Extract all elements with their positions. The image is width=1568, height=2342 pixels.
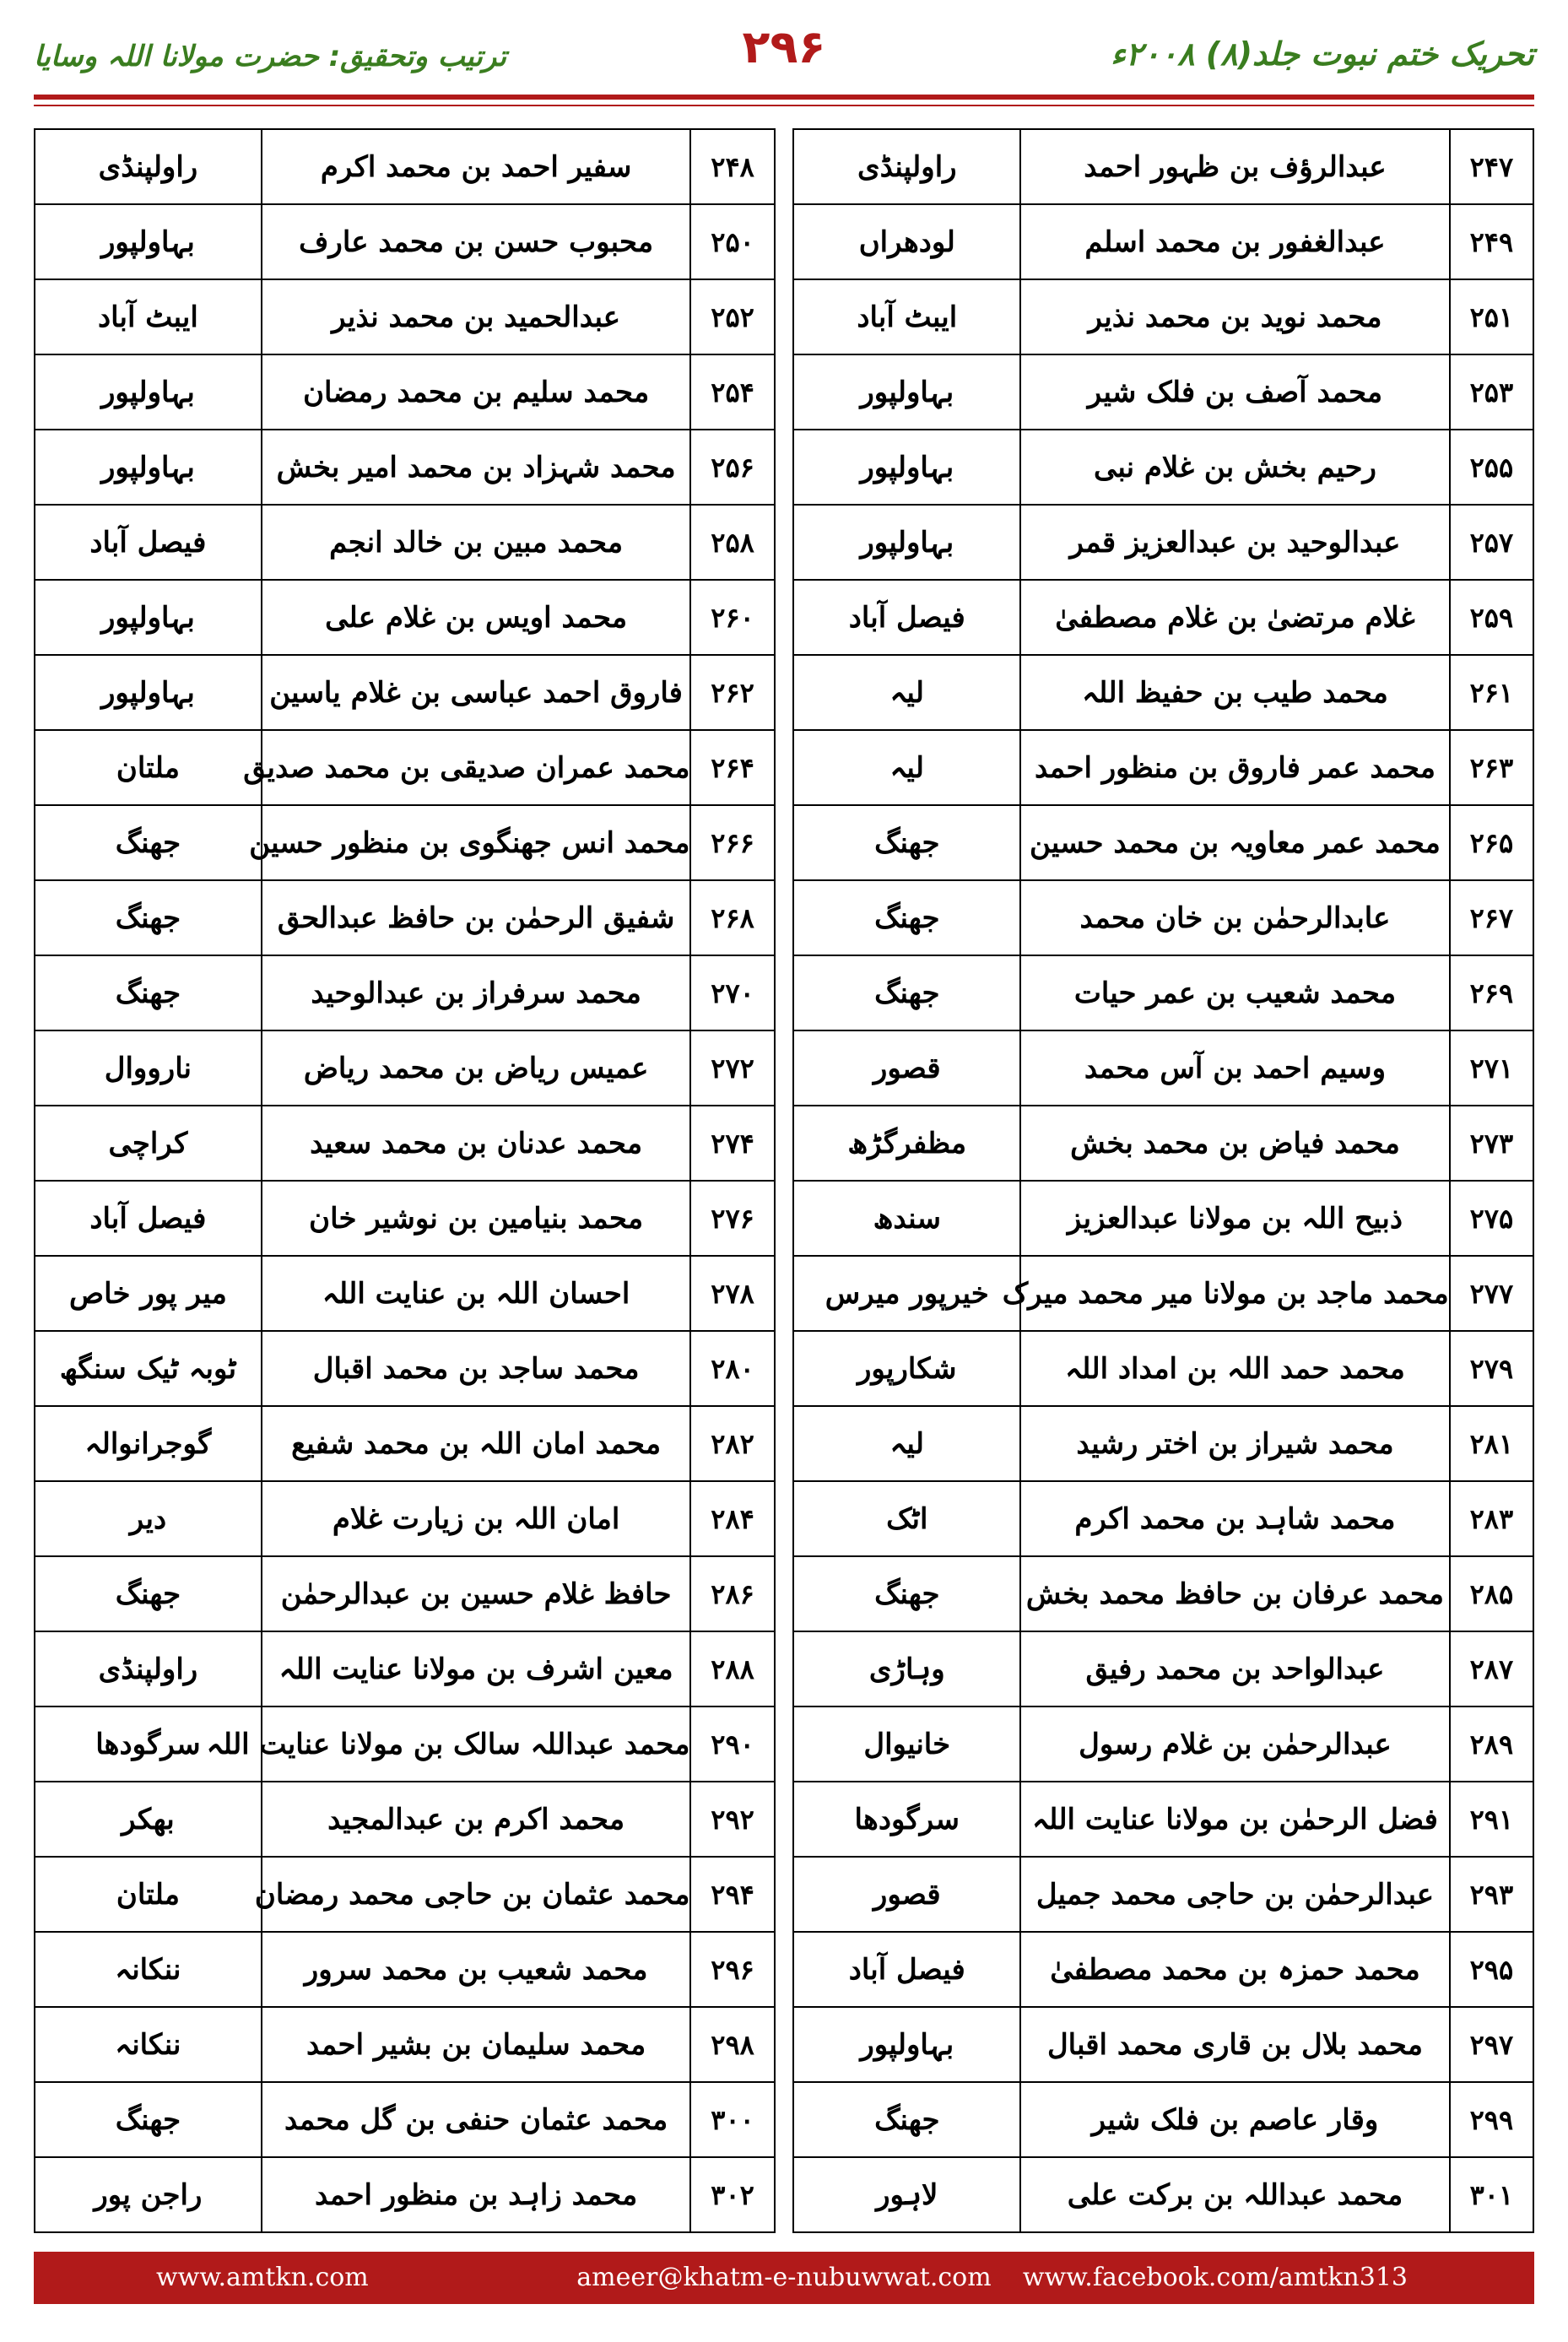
entry-city: فیصل آباد bbox=[35, 505, 262, 580]
entry-name: حافظ غلام حسین بن عبدالرحمٰن bbox=[262, 1556, 691, 1631]
entry-number: ۲۸۰ bbox=[690, 1331, 774, 1406]
entry-city: بہاولپور bbox=[35, 430, 262, 505]
entry-number: ۲۹۰ bbox=[690, 1706, 774, 1782]
entry-city: راجن پور bbox=[35, 2157, 262, 2232]
table-row bbox=[35, 1706, 1533, 1782]
entry-name: محمد طیب بن حفیظ اللہ bbox=[1020, 655, 1450, 730]
entry-name: وسیم احمد بن آس محمد bbox=[1020, 1030, 1450, 1106]
entry-city: قصور bbox=[793, 1030, 1020, 1106]
entry-number: ۲۹۱ bbox=[1450, 1782, 1533, 1857]
column-gap bbox=[775, 1181, 794, 1256]
entry-number: ۲۶۵ bbox=[1450, 805, 1533, 880]
entry-city: فیصل آباد bbox=[793, 1932, 1020, 2007]
entry-name: محمد عمر فاروق بن منظور احمد bbox=[1020, 730, 1450, 805]
entry-name: محمد عثمان بن حاجی محمد رمضان bbox=[262, 1857, 691, 1932]
entry-name: محمد حمد اللہ بن امداد اللہ bbox=[1020, 1331, 1450, 1406]
entry-city: لاہور bbox=[793, 2157, 1020, 2232]
entry-city: دیر bbox=[35, 1481, 262, 1556]
entry-number: ۲۴۹ bbox=[1450, 204, 1533, 279]
entry-name: محمد عبداللہ سالک بن مولانا عنایت اللہ bbox=[262, 1706, 691, 1782]
entry-name: عمیس ریاض بن محمد ریاض bbox=[262, 1030, 691, 1106]
entry-number: ۲۸۸ bbox=[690, 1631, 774, 1706]
entry-city: ملتان bbox=[35, 1857, 262, 1932]
entry-number: ۳۰۱ bbox=[1450, 2157, 1533, 2232]
entry-city: ایبٹ آباد bbox=[35, 279, 262, 354]
entry-name: فضل الرحمٰن بن مولانا عنایت اللہ bbox=[1020, 1782, 1450, 1857]
table-row bbox=[35, 430, 1533, 505]
table-row bbox=[35, 129, 1533, 204]
entry-number: ۲۵۴ bbox=[690, 354, 774, 430]
entry-number: ۲۸۴ bbox=[690, 1481, 774, 1556]
entry-name: محمد امان اللہ بن محمد شفیع bbox=[262, 1406, 691, 1481]
entry-name: سفیر احمد بن محمد اکرم bbox=[262, 129, 691, 204]
entry-name: امان اللہ بن زیارت غلام bbox=[262, 1481, 691, 1556]
compiler-credit: ترتیب وتحقیق: حضرت مولانا اللہ وسایا bbox=[34, 40, 507, 73]
entry-number: ۲۹۳ bbox=[1450, 1857, 1533, 1932]
column-gap bbox=[775, 505, 794, 580]
entry-name: رحیم بخش بن غلام نبی bbox=[1020, 430, 1450, 505]
entry-city: جھنگ bbox=[35, 805, 262, 880]
entry-number: ۲۶۴ bbox=[690, 730, 774, 805]
column-gap bbox=[775, 730, 794, 805]
entry-city: لیہ bbox=[793, 655, 1020, 730]
entry-number: ۲۹۸ bbox=[690, 2007, 774, 2082]
table-row bbox=[35, 1631, 1533, 1706]
entry-city: فیصل آباد bbox=[35, 1181, 262, 1256]
entry-number: ۲۹۷ bbox=[1450, 2007, 1533, 2082]
column-gap bbox=[775, 204, 794, 279]
entry-name: محمد زاہد بن منظور احمد bbox=[262, 2157, 691, 2232]
header-rule-thick bbox=[34, 95, 1534, 100]
entry-name: محمد شہزاد بن محمد امیر بخش bbox=[262, 430, 691, 505]
header-rule-thin bbox=[34, 105, 1534, 106]
entry-name: محبوب حسن بن محمد عارف bbox=[262, 204, 691, 279]
entry-name: محمد بنیامین بن نوشیر خان bbox=[262, 1181, 691, 1256]
entry-number: ۲۶۳ bbox=[1450, 730, 1533, 805]
column-gap bbox=[775, 1406, 794, 1481]
column-gap bbox=[775, 655, 794, 730]
entry-name: عبدالغفور بن محمد اسلم bbox=[1020, 204, 1450, 279]
column-gap bbox=[775, 2007, 794, 2082]
entry-city: ایبٹ آباد bbox=[793, 279, 1020, 354]
names-table-container bbox=[34, 128, 1534, 2233]
entry-name: محمد سرفراز بن عبدالوحید bbox=[262, 955, 691, 1030]
entry-city: نارووال bbox=[35, 1030, 262, 1106]
entry-city: جھنگ bbox=[793, 2082, 1020, 2157]
column-gap bbox=[775, 430, 794, 505]
table-row bbox=[35, 2157, 1533, 2232]
table-row bbox=[35, 955, 1533, 1030]
entry-city: بہاولپور bbox=[793, 505, 1020, 580]
column-gap bbox=[775, 1631, 794, 1706]
entry-name: محمد ماجد بن مولانا میر محمد میرک bbox=[1020, 1256, 1450, 1331]
entry-name: محمد اکرم بن عبدالمجید bbox=[262, 1782, 691, 1857]
footer-email-link[interactable]: ameer@khatm-e-nubuwwat.com bbox=[576, 2263, 992, 2292]
entry-city: سرگودھا bbox=[793, 1782, 1020, 1857]
entry-city: فیصل آباد bbox=[793, 580, 1020, 655]
entry-name: احسان اللہ بن عنایت اللہ bbox=[262, 1256, 691, 1331]
table-body bbox=[35, 129, 1533, 2232]
entry-number: ۲۵۲ bbox=[690, 279, 774, 354]
table-row bbox=[35, 2007, 1533, 2082]
entry-city: بہاولپور bbox=[35, 204, 262, 279]
entry-name: محمد عمر معاویہ بن محمد حسین bbox=[1020, 805, 1450, 880]
column-gap bbox=[775, 580, 794, 655]
entry-number: ۲۷۱ bbox=[1450, 1030, 1533, 1106]
column-gap bbox=[775, 1556, 794, 1631]
entry-city: راولپنڈی bbox=[793, 129, 1020, 204]
entry-number: ۲۴۸ bbox=[690, 129, 774, 204]
table-row bbox=[35, 1106, 1533, 1181]
entry-city: قصور bbox=[793, 1857, 1020, 1932]
entry-city: ملتان bbox=[35, 730, 262, 805]
entry-number: ۲۶۶ bbox=[690, 805, 774, 880]
entry-number: ۲۸۳ bbox=[1450, 1481, 1533, 1556]
entry-number: ۲۵۹ bbox=[1450, 580, 1533, 655]
entry-number: ۲۵۵ bbox=[1450, 430, 1533, 505]
table-row bbox=[35, 805, 1533, 880]
entry-number: ۲۸۹ bbox=[1450, 1706, 1533, 1782]
entry-name: محمد انس جھنگوی بن منظور حسین bbox=[262, 805, 691, 880]
entry-city: جھنگ bbox=[793, 1556, 1020, 1631]
entry-name: محمد شیراز بن اختر رشید bbox=[1020, 1406, 1450, 1481]
entry-number: ۲۹۴ bbox=[690, 1857, 774, 1932]
entry-name: محمد اویس بن غلام علی bbox=[262, 580, 691, 655]
column-gap bbox=[775, 955, 794, 1030]
column-gap bbox=[775, 1256, 794, 1331]
entry-number: ۲۵۱ bbox=[1450, 279, 1533, 354]
entry-number: ۲۷۸ bbox=[690, 1256, 774, 1331]
entry-number: ۲۹۵ bbox=[1450, 1932, 1533, 2007]
table-row bbox=[35, 1181, 1533, 1256]
entry-city: بہاولپور bbox=[35, 655, 262, 730]
entry-city: ٹوبہ ٹیک سنگھ bbox=[35, 1331, 262, 1406]
column-gap bbox=[775, 1857, 794, 1932]
entry-name: عابدالرحمٰن بن خان محمد bbox=[1020, 880, 1450, 955]
entry-name: محمد عرفان بن حافظ محمد بخش bbox=[1020, 1556, 1450, 1631]
table-row bbox=[35, 279, 1533, 354]
entry-number: ۲۶۸ bbox=[690, 880, 774, 955]
entry-name: محمد فیاض بن محمد بخش bbox=[1020, 1106, 1450, 1181]
entry-city: لودھراں bbox=[793, 204, 1020, 279]
entry-name: محمد عمران صدیقی بن محمد صدیق bbox=[262, 730, 691, 805]
entry-city: جھنگ bbox=[35, 2082, 262, 2157]
entry-number: ۲۶۰ bbox=[690, 580, 774, 655]
page-number: ۲۹۶ bbox=[742, 20, 826, 73]
entry-city: بہاولپور bbox=[793, 430, 1020, 505]
entry-number: ۲۸۱ bbox=[1450, 1406, 1533, 1481]
column-gap bbox=[775, 880, 794, 955]
entry-name: شفیق الرحمٰن بن حافظ عبدالحق bbox=[262, 880, 691, 955]
entry-city: خانیوال bbox=[793, 1706, 1020, 1782]
entry-city: جھنگ bbox=[35, 1556, 262, 1631]
entry-city: بھکر bbox=[35, 1782, 262, 1857]
entry-city: ننکانہ bbox=[35, 2007, 262, 2082]
table-row bbox=[35, 354, 1533, 430]
entry-number: ۲۸۲ bbox=[690, 1406, 774, 1481]
entry-number: ۲۷۶ bbox=[690, 1181, 774, 1256]
column-gap bbox=[775, 1331, 794, 1406]
entry-city: خیرپور میرس bbox=[793, 1256, 1020, 1331]
column-gap bbox=[775, 354, 794, 430]
column-gap bbox=[775, 1932, 794, 2007]
entry-city: میر پور خاص bbox=[35, 1256, 262, 1331]
entry-name: محمد شعیب بن محمد سرور bbox=[262, 1932, 691, 2007]
entry-name: محمد سلیم بن محمد رمضان bbox=[262, 354, 691, 430]
column-gap bbox=[775, 1706, 794, 1782]
entry-number: ۲۸۷ bbox=[1450, 1631, 1533, 1706]
entry-number: ۲۹۲ bbox=[690, 1782, 774, 1857]
entry-number: ۲۵۰ bbox=[690, 204, 774, 279]
entry-city: جھنگ bbox=[35, 955, 262, 1030]
entry-name: غلام مرتضیٰ بن غلام مصطفیٰ bbox=[1020, 580, 1450, 655]
entry-number: ۲۵۶ bbox=[690, 430, 774, 505]
column-gap bbox=[775, 129, 794, 204]
entry-name: محمد شعیب بن عمر حیات bbox=[1020, 955, 1450, 1030]
entry-name: فاروق احمد عباسی بن غلام یاسین bbox=[262, 655, 691, 730]
column-gap bbox=[775, 1106, 794, 1181]
entry-number: ۲۷۵ bbox=[1450, 1181, 1533, 1256]
entry-number: ۲۵۷ bbox=[1450, 505, 1533, 580]
column-gap bbox=[775, 1030, 794, 1106]
entry-number: ۲۵۳ bbox=[1450, 354, 1533, 430]
entry-city: وہاڑی bbox=[793, 1631, 1020, 1706]
table-row bbox=[35, 1331, 1533, 1406]
entry-name: عبدالوحید بن عبدالعزیز قمر bbox=[1020, 505, 1450, 580]
entry-number: ۲۶۱ bbox=[1450, 655, 1533, 730]
entry-name: محمد عثمان حنفی بن گل محمد bbox=[262, 2082, 691, 2157]
table-row bbox=[35, 1857, 1533, 1932]
table-row bbox=[35, 1782, 1533, 1857]
entry-name: محمد سلیمان بن بشیر احمد bbox=[262, 2007, 691, 2082]
footer-facebook-link[interactable]: www.facebook.com/amtkn313 bbox=[1022, 2263, 1408, 2292]
entry-number: ۲۶۲ bbox=[690, 655, 774, 730]
entry-city: جھنگ bbox=[35, 880, 262, 955]
entry-name: ذبیح اللہ بن مولانا عبدالعزیز bbox=[1020, 1181, 1450, 1256]
page-footer bbox=[34, 2252, 1534, 2304]
entry-city: بہاولپور bbox=[35, 580, 262, 655]
table-row bbox=[35, 1556, 1533, 1631]
entry-city: جھنگ bbox=[793, 955, 1020, 1030]
column-gap bbox=[775, 1481, 794, 1556]
entry-name: محمد حمزہ بن محمد مصطفیٰ bbox=[1020, 1932, 1450, 2007]
table-row bbox=[35, 1256, 1533, 1331]
entry-number: ۲۶۷ bbox=[1450, 880, 1533, 955]
entry-city: کراچی bbox=[35, 1106, 262, 1181]
entry-number: ۲۵۸ bbox=[690, 505, 774, 580]
entry-name: عبدالرؤف بن ظہور احمد bbox=[1020, 129, 1450, 204]
entry-name: محمد عدنان بن محمد سعید bbox=[262, 1106, 691, 1181]
entry-city: شکارپور bbox=[793, 1331, 1020, 1406]
table-row bbox=[35, 204, 1533, 279]
entry-city: لیہ bbox=[793, 1406, 1020, 1481]
entry-city: بہاولپور bbox=[35, 354, 262, 430]
entry-name: عبدالرحمٰن بن غلام رسول bbox=[1020, 1706, 1450, 1782]
entry-number: ۲۸۵ bbox=[1450, 1556, 1533, 1631]
entry-number: ۳۰۲ bbox=[690, 2157, 774, 2232]
footer-website-link[interactable]: www.amtkn.com bbox=[156, 2263, 369, 2292]
page-header bbox=[34, 20, 1534, 88]
entry-name: محمد عبداللہ بن برکت علی bbox=[1020, 2157, 1450, 2232]
table-row bbox=[35, 1030, 1533, 1106]
table-row bbox=[35, 730, 1533, 805]
entry-number: ۲۷۳ bbox=[1450, 1106, 1533, 1181]
entry-city: جھنگ bbox=[793, 805, 1020, 880]
table-row bbox=[35, 655, 1533, 730]
table-row bbox=[35, 1406, 1533, 1481]
entry-city: سندھ bbox=[793, 1181, 1020, 1256]
table-row bbox=[35, 1481, 1533, 1556]
entry-name: محمد آصف بن فلک شیر bbox=[1020, 354, 1450, 430]
entry-name: عبدالواحد بن محمد رفیق bbox=[1020, 1631, 1450, 1706]
entry-city: لیہ bbox=[793, 730, 1020, 805]
entry-name: محمد ساجد بن محمد اقبال bbox=[262, 1331, 691, 1406]
book-title: تحریک ختم نبوت جلد(۸) ۲۰۰۸ء bbox=[1111, 35, 1534, 73]
entry-city: بہاولپور bbox=[793, 354, 1020, 430]
entry-name: محمد نوید بن محمد نذیر bbox=[1020, 279, 1450, 354]
column-gap bbox=[775, 279, 794, 354]
entry-name: محمد بلال بن قاری محمد اقبال bbox=[1020, 2007, 1450, 2082]
entry-city: راولپنڈی bbox=[35, 129, 262, 204]
table-row bbox=[35, 2082, 1533, 2157]
entry-name: معین اشرف بن مولانا عنایت اللہ bbox=[262, 1631, 691, 1706]
column-gap bbox=[775, 805, 794, 880]
entry-name: عبدالحمید بن محمد نذیر bbox=[262, 279, 691, 354]
entry-name: محمد مبین بن خالد انجم bbox=[262, 505, 691, 580]
entry-number: ۲۸۶ bbox=[690, 1556, 774, 1631]
table-row bbox=[35, 505, 1533, 580]
entry-name: وقار عاصم بن فلک شیر bbox=[1020, 2082, 1450, 2157]
entry-number: ۲۷۴ bbox=[690, 1106, 774, 1181]
entry-city: ننکانہ bbox=[35, 1932, 262, 2007]
table-row bbox=[35, 1932, 1533, 2007]
entry-name: محمد شاہد بن محمد اکرم bbox=[1020, 1481, 1450, 1556]
column-gap bbox=[775, 2157, 794, 2232]
names-table bbox=[34, 128, 1534, 2233]
table-row bbox=[35, 580, 1533, 655]
entry-number: ۲۷۲ bbox=[690, 1030, 774, 1106]
entry-number: ۲۷۰ bbox=[690, 955, 774, 1030]
entry-city: گوجرانوالہ bbox=[35, 1406, 262, 1481]
entry-number: ۳۰۰ bbox=[690, 2082, 774, 2157]
entry-name: عبدالرحمٰن بن حاجی محمد جمیل bbox=[1020, 1857, 1450, 1932]
entry-city: مظفرگڑھ bbox=[793, 1106, 1020, 1181]
entry-city: بہاولپور bbox=[793, 2007, 1020, 2082]
entry-city: اٹک bbox=[793, 1481, 1020, 1556]
column-gap bbox=[775, 1782, 794, 1857]
entry-number: ۲۹۶ bbox=[690, 1932, 774, 2007]
entry-city: جھنگ bbox=[793, 880, 1020, 955]
entry-number: ۲۹۹ bbox=[1450, 2082, 1533, 2157]
entry-number: ۲۷۹ bbox=[1450, 1331, 1533, 1406]
entry-city: راولپنڈی bbox=[35, 1631, 262, 1706]
column-gap bbox=[775, 2082, 794, 2157]
entry-number: ۲۴۷ bbox=[1450, 129, 1533, 204]
entry-number: ۲۷۷ bbox=[1450, 1256, 1533, 1331]
table-row bbox=[35, 880, 1533, 955]
entry-city: سرگودھا bbox=[35, 1706, 262, 1782]
entry-number: ۲۶۹ bbox=[1450, 955, 1533, 1030]
